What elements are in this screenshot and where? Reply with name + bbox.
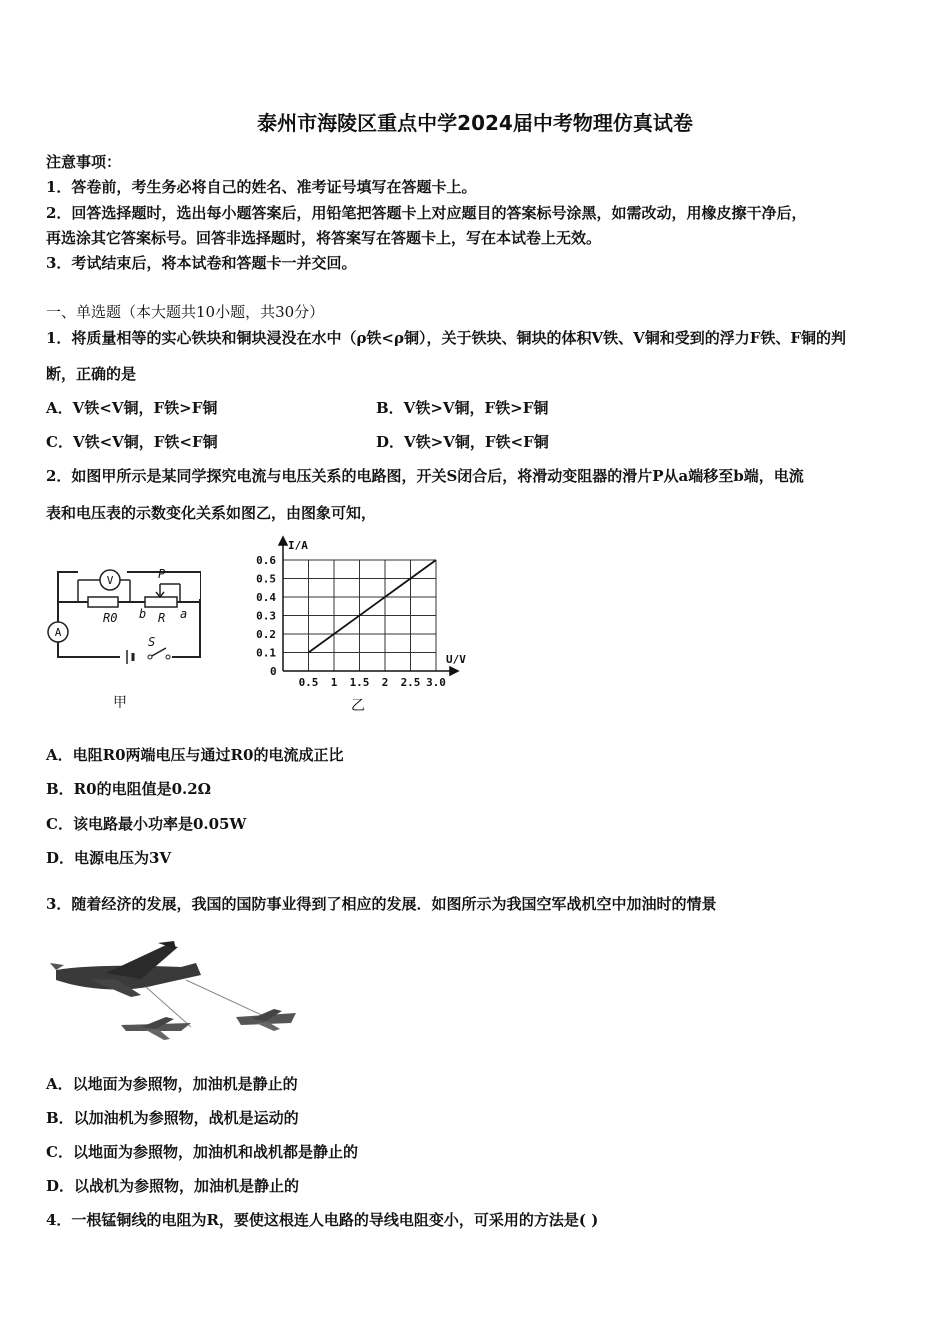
q3-option-c: C．以地面为参照物，加油机和战机都是静止的 xyxy=(46,1143,358,1161)
section-heading: 一、单选题（本大题共10小题，共30分） xyxy=(46,303,325,321)
voltmeter-label: V xyxy=(106,574,114,587)
q3-option-a: A．以地面为参照物，加油机是静止的 xyxy=(46,1075,298,1093)
x-tick-label: 0.5 xyxy=(298,676,319,689)
q1-stem-line2: 断，正确的是 xyxy=(46,365,137,383)
x-tick-label: 1 xyxy=(330,676,338,689)
label-a: a xyxy=(180,607,188,621)
q3-stem: 3．随着经济的发展，我国的国防事业得到了相应的发展．如图所示为我国空军战机空中加油时的情景 xyxy=(46,895,717,913)
aerial-refueling-image xyxy=(46,935,306,1045)
y-axis-arrow xyxy=(279,537,287,545)
q1-option-a: A．V铁<V铜，F铁>F铜 xyxy=(46,399,218,417)
q1-stem-line1: 1．将质量相等的实心铁块和铜块浸没在水中（ρ铁<ρ铜），关于铁块、铜块的体积V铁、V铜和受到的浮力F铁、F铜的判 xyxy=(46,329,847,347)
notice-item-1: 1．答卷前，考生务必将自己的姓名、准考证号填写在答题卡上。 xyxy=(46,178,477,196)
circuit-caption: 甲 xyxy=(113,695,127,710)
q2-option-a: A．电阻R0两端电压与通过R0的电流成正比 xyxy=(46,746,344,764)
resistor-r0 xyxy=(88,597,118,607)
label-r0: R0 xyxy=(103,611,118,625)
q2-stem-line2: 表和电压表的示数变化关系如图乙，由图象可知， xyxy=(46,504,377,522)
q4-stem: 4．一根锰铜线的电阻为R，要使这根连人电路的导线电阻变小，可采用的方法是( ) xyxy=(46,1211,599,1229)
y-tick-label: 0.2 xyxy=(256,628,276,641)
x-tick-label: 3.0 xyxy=(426,676,446,689)
chart-caption: 乙 xyxy=(351,698,365,714)
q3-option-d: D．以战机为参照物，加油机是静止的 xyxy=(46,1177,300,1195)
series-line-r0 xyxy=(309,560,437,653)
x-tick-label: 2.5 xyxy=(400,676,421,689)
y-tick-label: 0.4 xyxy=(256,591,276,604)
q2-stem-line1: 2．如图甲所示是某同学探究电流与电压关系的电路图，开关S闭合后，将滑动变阻器的滑片P从a端移至b端，电流 xyxy=(46,467,804,485)
q1-option-b: B．V铁>V铜，F铁>F铜 xyxy=(376,399,549,417)
notice-heading: 注意事项： xyxy=(46,153,122,171)
refuel-hose-right xyxy=(186,980,266,1017)
label-b: b xyxy=(139,607,147,621)
q3-option-b: B．以加油机为参照物，战机是运动的 xyxy=(46,1109,299,1127)
label-r: R xyxy=(158,611,166,625)
y-axis-label: I/A xyxy=(288,539,308,552)
y-tick-label: 0.1 xyxy=(256,646,276,660)
label-p: P xyxy=(158,567,166,581)
x-tick-label: 1.5 xyxy=(349,676,370,689)
circuit-diagram xyxy=(40,560,210,710)
ammeter-label: A xyxy=(54,626,62,639)
y-tick-label: 0.5 xyxy=(256,572,276,586)
origin-label: 0 xyxy=(270,665,277,678)
page-title: 泰州市海陵区重点中学2024届中考物理仿真试卷 xyxy=(257,111,693,135)
q1-option-d: D．V铁>V铜，F铁<F铜 xyxy=(376,433,549,451)
x-axis-label: U/V xyxy=(446,653,466,666)
q2-option-d: D．电源电压为3V xyxy=(46,849,172,867)
y-tick-label: 0.3 xyxy=(256,609,276,623)
i-u-chart xyxy=(250,535,480,715)
notice-item-2: 2．回答选择题时，选出每小题答案后，用铅笔把答题卡上对应题目的答案标号涂黑，如需改动，用橡皮擦干净后， xyxy=(46,204,807,222)
q1-option-c: C．V铁<V铜，F铁<F铜 xyxy=(46,433,218,451)
rheostat-r xyxy=(145,597,177,607)
label-s: S xyxy=(148,635,156,649)
y-tick-label: 0.6 xyxy=(256,554,276,567)
tanker-aircraft xyxy=(50,941,201,997)
notice-item-2-cont: 再选涂其它答案标号。回答非选择题时，将答案写在答题卡上，写在本试卷上无效。 xyxy=(46,229,602,247)
fighter-jet-left xyxy=(121,1017,191,1040)
q2-option-c: C．该电路最小功率是0.05W xyxy=(46,815,247,833)
notice-item-3: 3．考试结束后，将本试卷和答题卡一并交回。 xyxy=(46,254,357,272)
fighter-jet-right xyxy=(236,1009,296,1031)
x-tick-label: 2 xyxy=(381,676,389,689)
x-axis-arrow xyxy=(450,667,458,675)
q2-option-b: B．R0的电阻值是0.2Ω xyxy=(46,780,212,798)
